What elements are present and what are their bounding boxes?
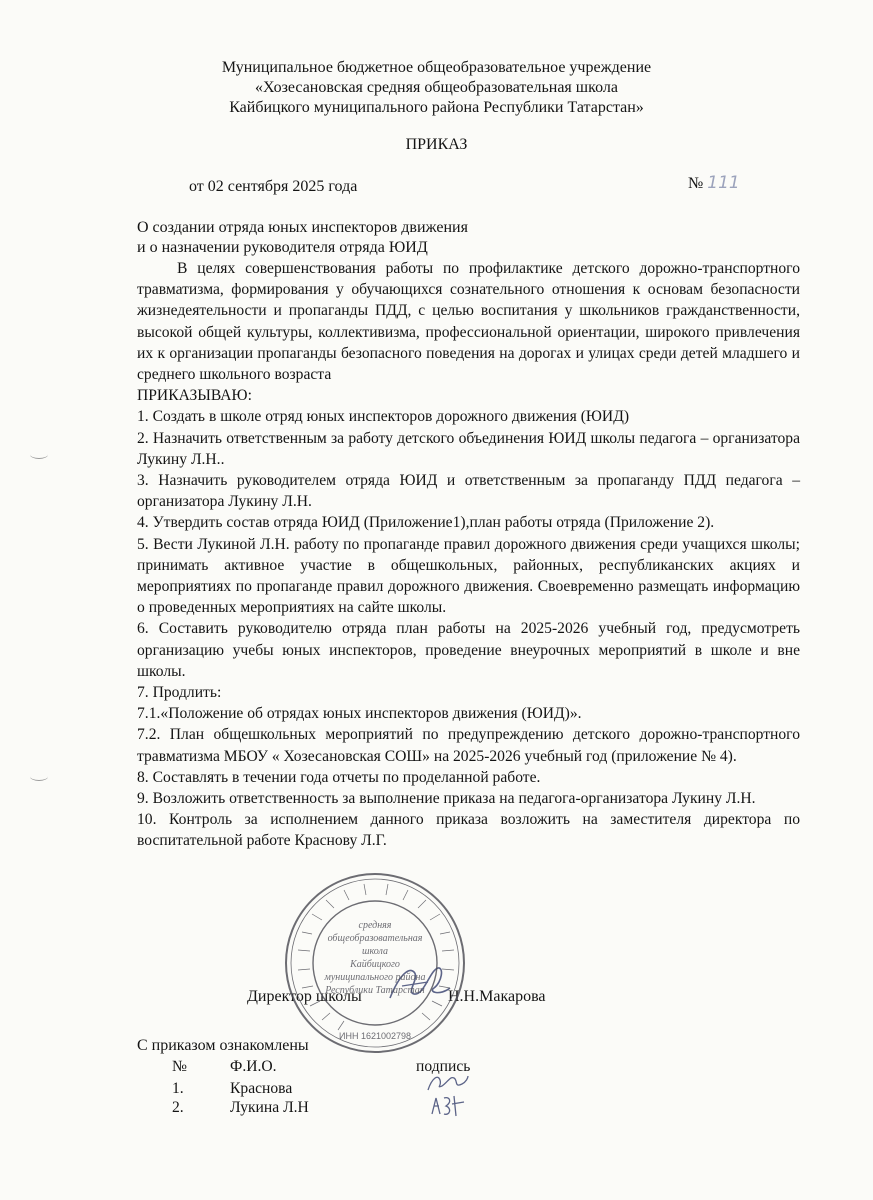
subject-line-2: и о назначении руководителя отряда ЮИД <box>137 239 428 256</box>
stamp-line-4: Кайбицкого <box>350 959 400 970</box>
stamp-id: ИНН 1621002798 <box>338 1031 412 1041</box>
table-header-signature: подпись <box>416 1058 471 1075</box>
subject-line-1: О создании отряда юных инспекторов движения <box>137 219 468 236</box>
item-5: 5. Вести Лукиной Л.Н. работу по пропаганде правил дорожного движения среди учащихся школы; принимать активное участие в общешкольных, районных, республиканских акциях и мероприятиях по пропаганде правил дорожного движения. Своевременно размещать информацию о проведенных мероприятиях на сайте школы. <box>137 535 800 617</box>
item-2: 2. Назначить ответственным за работу детского объединения ЮИД школы педагога – организатора Лукину Л.Н.. <box>137 429 800 468</box>
order-title: ПРИКАЗ <box>405 136 468 153</box>
item-8: 8. Составлять в течении года отчеты по проделанной работе. <box>137 768 541 786</box>
table-row-num: 2. <box>172 1099 184 1116</box>
stamp-line-2: общеобразовательная <box>327 933 423 944</box>
order-date: от 02 сентября 2025 года <box>189 178 358 195</box>
table-row-name: Краснова <box>230 1080 293 1097</box>
signature-row-2 <box>428 1092 468 1118</box>
item-4: 4. Утвердить состав отряда ЮИД (Приложение1),план работы отряда (Приложение 2). <box>137 514 715 532</box>
item-6: 6. Составить руководителю отряда план работы на 2025-2026 учебный год, предусмотреть организацию учебы юных инспекторов, проведение внеурочных мероприятий в школе и вне школы. <box>137 620 800 680</box>
signature-row-1 <box>424 1070 470 1094</box>
org-header-line-2: «Хозесановская средняя общеобразовательная школа <box>255 79 618 96</box>
order-number-value: 111 <box>707 173 740 193</box>
acquaint-title: С приказом ознакомлены <box>137 1037 309 1054</box>
order-word: ПРИКАЗЫВАЮ: <box>137 387 252 405</box>
director-name: Н.Н.Макарова <box>448 988 546 1005</box>
order-number-label: № <box>688 175 704 192</box>
org-header-line-3: Кайбицкого муниципального района Республики Татарстан» <box>229 99 644 116</box>
punch-hole-mark <box>30 450 48 459</box>
stamp-line-6: Республики Татарстан <box>325 985 425 996</box>
stamp-line-1: средняя <box>358 920 392 931</box>
item-7-2: 7.2. План общешкольных мероприятий по предупреждению детского дорожно-транспортного травматизма МБОУ « Хозесановская СОШ» на 2025-2026 учебный год (приложение № 4). <box>137 726 800 765</box>
item-10: 10. Контроль за исполнением данного приказа возложить на заместителя директора по воспитательной работе Краснову Л.Г. <box>137 811 800 850</box>
item-1: 1. Создать в школе отряд юных инспекторов дорожного движения (ЮИД) <box>137 408 630 426</box>
order-number <box>688 173 740 194</box>
org-header-line-1: Муниципальное бюджетное общеобразовательное учреждение <box>221 59 652 76</box>
preamble: В целях совершенствования работы по профилактике детского дорожно-транспортного травматизма, формирования у обучающихся сознательного отношения к основам безопасности жизнедеятельности и пропаганды ПДД, с целью воспитания у школьников гражданственности, высокой общей культуры, коллективизма, профессиональной ориентации, широкого привлечения их к организации пропаганды безопасного поведения на дорогах и улицах среди детей младшего и среднего школьного возраста <box>137 260 800 384</box>
director-position: Директор школы <box>247 988 362 1005</box>
table-row-name: Лукина Л.Н <box>230 1099 309 1116</box>
school-stamp <box>282 870 468 1056</box>
item-3: 3. Назначить руководителем отряда ЮИД и ответственным за пропаганду ПДД педагога – организатора Лукину Л.Н. <box>137 472 800 511</box>
order-body <box>137 258 800 852</box>
punch-hole-mark <box>30 772 48 781</box>
item-9: 9. Возложить ответственность за выполнение приказа на педагога-организатора Лукину Л.Н. <box>137 790 756 808</box>
stamp-line-5: муниципального района <box>324 972 426 983</box>
stamp-line-3: школа <box>361 946 389 957</box>
item-7: 7. Продлить: <box>137 684 222 702</box>
table-header-num: № <box>172 1058 187 1075</box>
item-7-1: 7.1.«Положение об отрядах юных инспекторов движения (ЮИД)». <box>137 705 582 723</box>
table-header-name: Ф.И.О. <box>230 1058 277 1075</box>
table-row-num: 1. <box>172 1080 184 1097</box>
